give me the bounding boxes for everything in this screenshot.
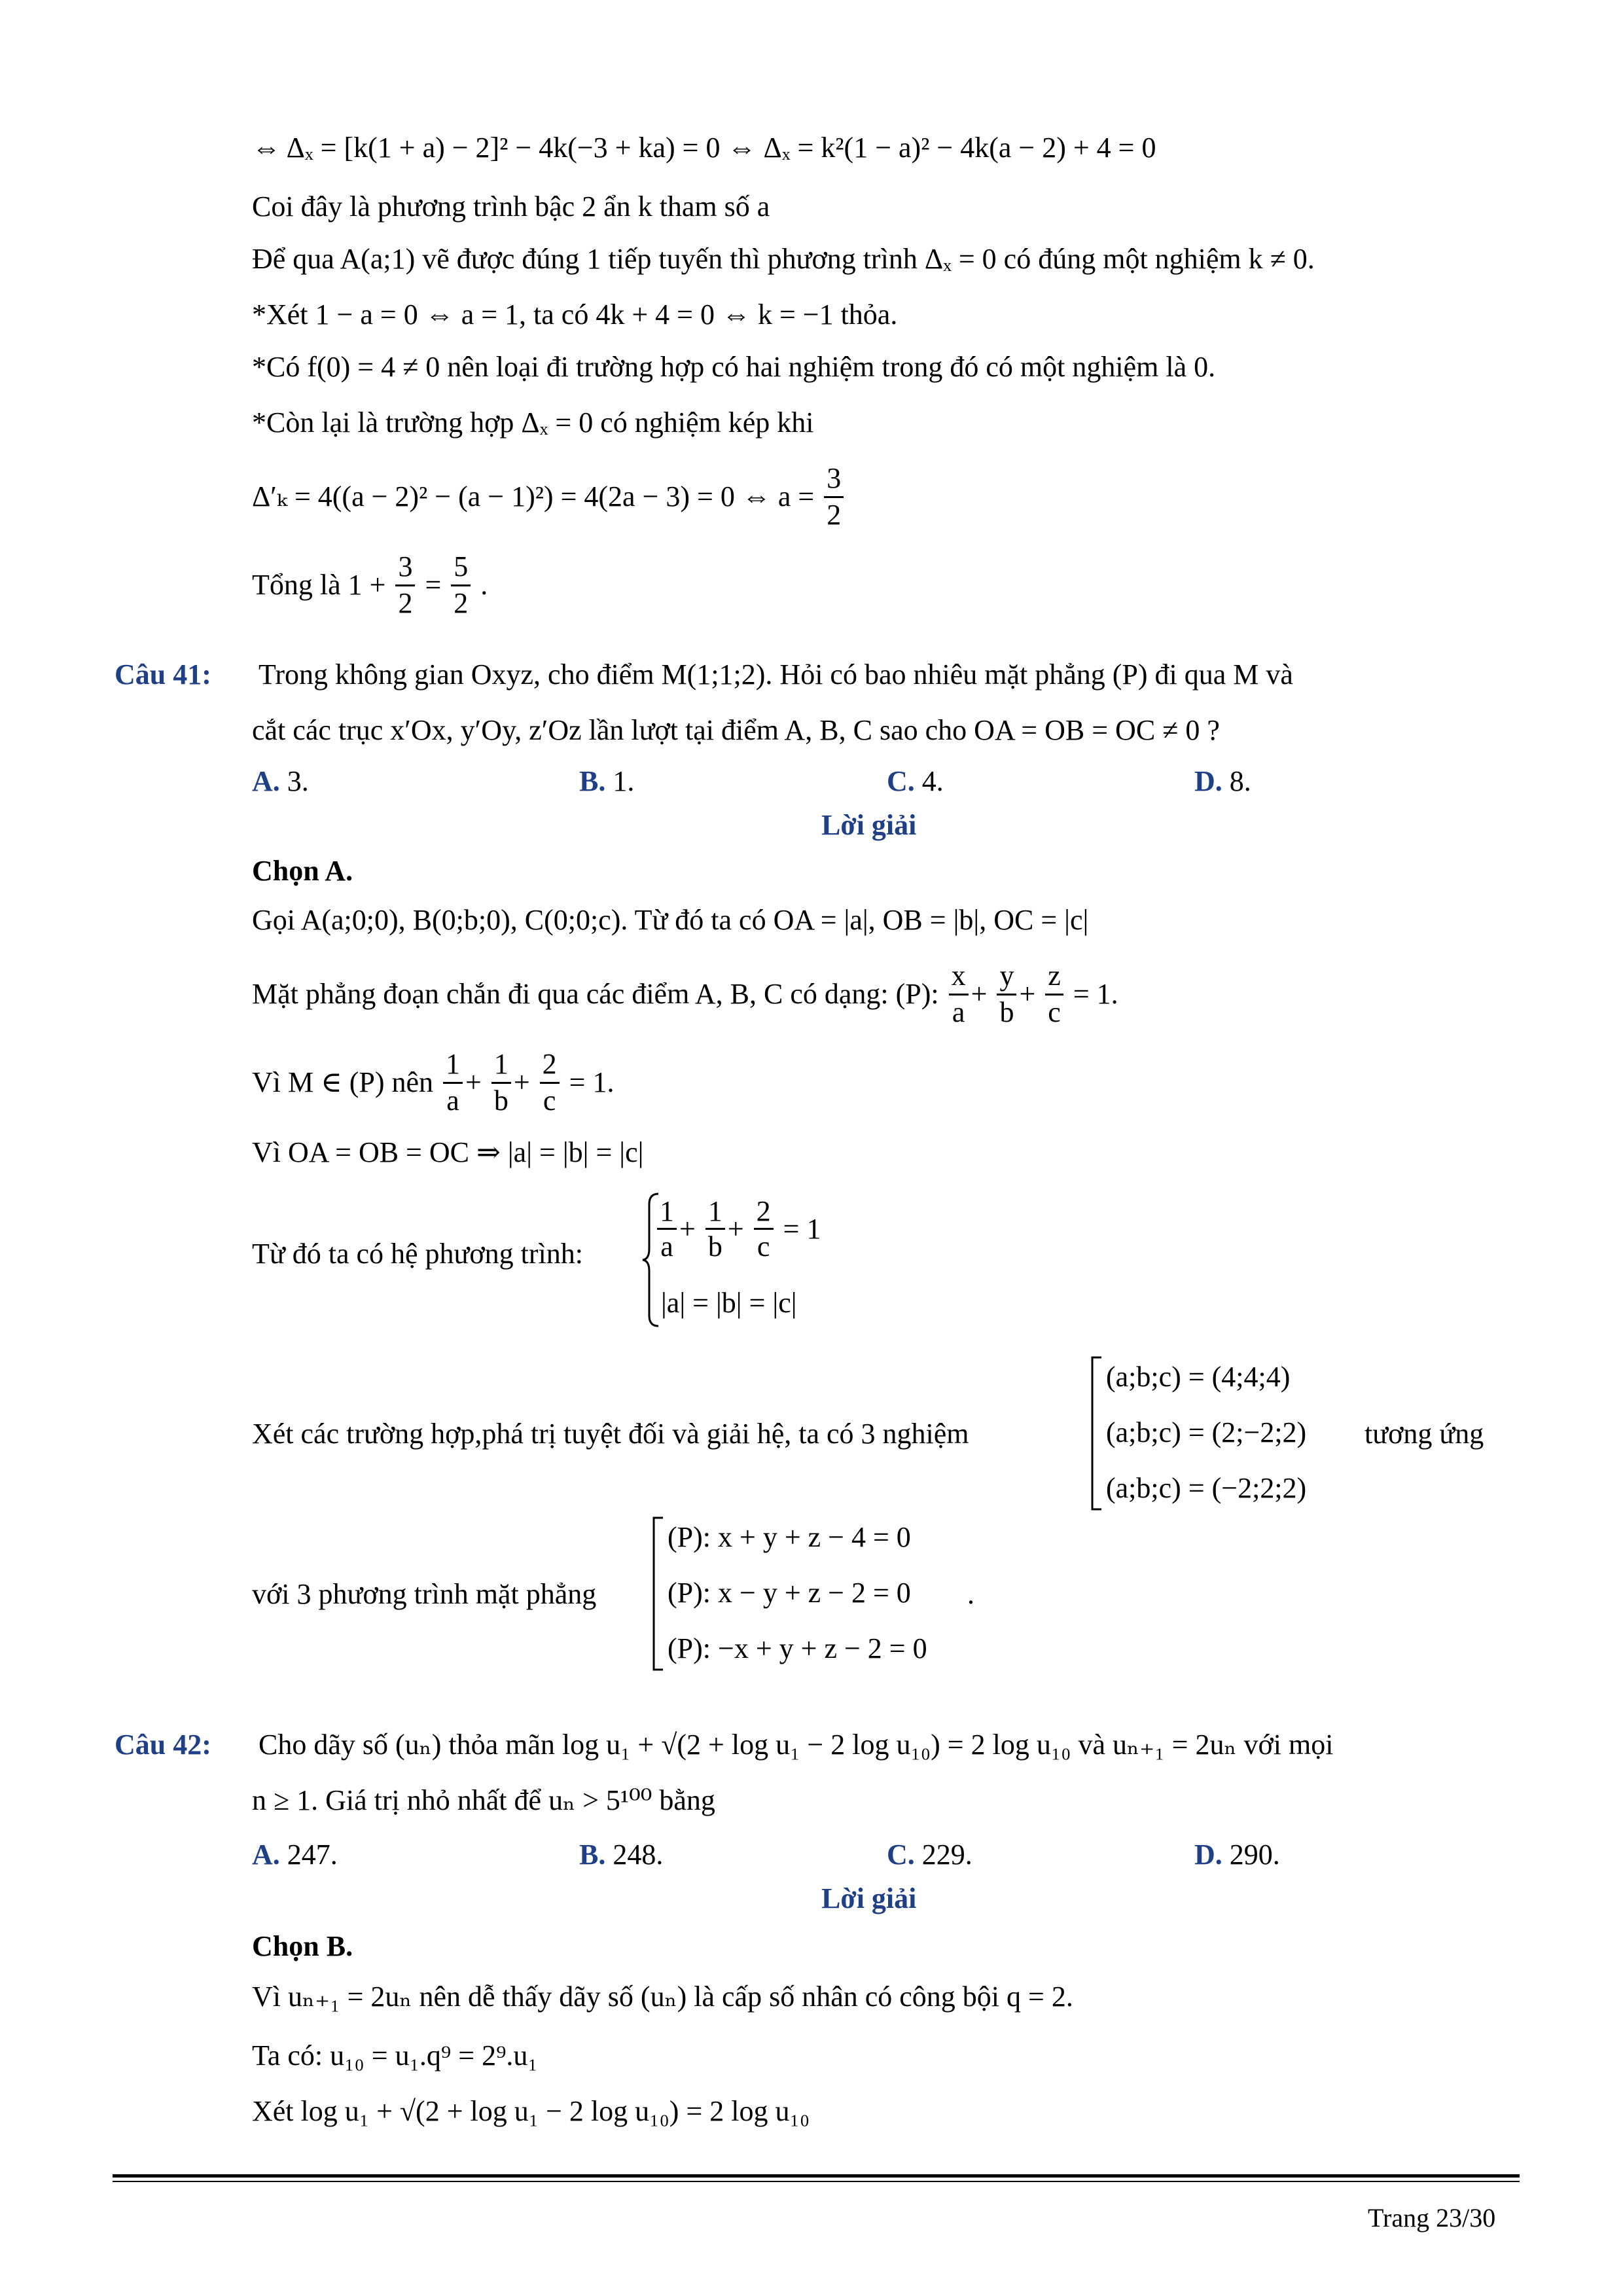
option-b[interactable]: B. 1. <box>579 765 635 797</box>
case-bracket-1 <box>1090 1355 1103 1512</box>
fraction-1-b: $\frac{1}{b}$ <box>491 1047 511 1119</box>
solution-title-41: Lời giải <box>821 809 917 841</box>
line-sum: Tổng là 1 + $\frac{3}{2}$ = $\frac{5}{2}$ . <box>252 550 488 621</box>
solution-41-line-1: Gọi A(a;0;0), B(0;b;0), C(0;0;c). Từ đó ta có OA = |a|, OB = |b|, OC = |c| <box>252 904 1089 936</box>
fraction-z-c: $\frac{z}{c}$ <box>1045 959 1063 1030</box>
fraction-sys-1-a: $\frac{1}{a}$ <box>657 1194 677 1263</box>
system-eq-1: $\frac{1}{a}$ + $\frac{1}{b}$ + $\frac{2}{c}$ = 1 <box>654 1194 821 1263</box>
answer-choice-41: Chọn A. <box>252 855 353 887</box>
solution-41-line-6: Xét các trường hợp,phá trị tuyệt đối và giải hệ, ta có 3 nghiệm <box>252 1418 969 1450</box>
case-solution-1: (a;b;c) = (4;4;4) <box>1106 1361 1291 1393</box>
case-solution-2: (a;b;c) = (2;−2;2) <box>1106 1416 1307 1448</box>
option-a[interactable]: A. 3. <box>252 765 309 797</box>
fraction-3-over-2: $\frac{3}{2}$ <box>824 461 844 533</box>
answer-choice-42: Chọn B. <box>252 1930 353 1962</box>
fraction-x-a: $\frac{x}{a}$ <box>949 959 969 1030</box>
system-eq-2: |a| = |b| = |c| <box>661 1287 797 1319</box>
solution-41-line-3: Vì M ∈ (P) nên $\frac{1}{a}$ + $\frac{1}{b}$ + $\frac{2}{c}$ = 1. <box>252 1047 614 1119</box>
footer-rule-thick <box>113 2174 1520 2178</box>
plane-equation-2: (P): x − y + z − 2 = 0 <box>668 1577 911 1609</box>
line-one-tangent: Để qua A(a;1) vẽ được đúng 1 tiếp tuyến thì phương trình Δₓ = 0 có đúng một nghiệm k ≠ 0. <box>252 243 1315 275</box>
line-f0: *Có f(0) = 4 ≠ 0 nên loại đi trường hợp có hai nghiệm trong đó có một nghiệm là 0. <box>252 351 1216 383</box>
line-quadratic-in-k: Coi đây là phương trình bậc 2 ẩn k tham số a <box>252 190 770 223</box>
option-d[interactable]: D. 8. <box>1194 765 1251 797</box>
option-c[interactable]: C. 229. <box>887 1839 972 1871</box>
plane-equation-3: (P): −x + y + z − 2 = 0 <box>668 1632 927 1664</box>
solution-42-line-3: Xét log u₁ + √(2 + log u₁ − 2 log u₁₀) = 2 log u₁₀ <box>252 2095 810 2127</box>
solution-41-line-6-post: tương ứng <box>1364 1418 1484 1450</box>
fraction-sum-1: $\frac{3}{2}$ <box>395 550 415 621</box>
question-41-text-1: Trong không gian Oxyz, cho điểm M(1;1;2). Hỏi có bao nhiêu mặt phẳng (P) đi qua M và <box>259 658 1293 691</box>
fraction-1-a: $\frac{1}{a}$ <box>443 1047 463 1119</box>
line-delta-k: Δ′ₖ = 4((a − 2)² − (a − 1)²) = 4(2a − 3) = 0 ⇔ a = $\frac{3}{2}$ <box>252 461 846 533</box>
fraction-sys-2-c: $\frac{2}{c}$ <box>754 1194 774 1263</box>
solution-41-line-2: Mặt phẳng đoạn chắn đi qua các điểm A, B, C có dạng: (P): $\frac{x}{a}$ + $\frac{y}{b}$ + $\frac{z}{c}$ = 1. <box>252 959 1118 1030</box>
option-a[interactable]: A. 247. <box>252 1839 338 1871</box>
question-41-label: Câu 41: <box>115 658 211 691</box>
line-case-a-equals-1: *Xét 1 − a = 0 ⇔ a = 1, ta có 4k + 4 = 0 ⇔ k = −1 thỏa. <box>252 298 898 331</box>
case-solution-3: (a;b;c) = (−2;2;2) <box>1106 1472 1307 1504</box>
option-d[interactable]: D. 290. <box>1194 1839 1280 1871</box>
plane-equation-1: (P): x + y + z − 4 = 0 <box>668 1521 911 1553</box>
footer-rule-thin <box>113 2181 1520 2182</box>
solution-41-line-4: Vì OA = OB = OC ⇒ |a| = |b| = |c| <box>252 1136 644 1168</box>
solution-title-42: Lời giải <box>821 1882 917 1914</box>
solution-41-line-7: với 3 phương trình mặt phẳng <box>252 1578 597 1610</box>
line-discriminant: ⇔ Δₓ = [k(1 + a) − 2]² − 4k(−3 + ka) = 0 ⇔ Δₓ = k²(1 − a)² − 4k(a − 2) + 4 = 0 <box>252 132 1156 164</box>
option-c[interactable]: C. 4. <box>887 765 944 797</box>
fraction-2-c: $\frac{2}{c}$ <box>540 1047 560 1119</box>
question-42 <box>115 1728 1522 1763</box>
option-b[interactable]: B. 248. <box>579 1839 664 1871</box>
page-number: Trang 23/30 <box>1368 2203 1496 2233</box>
solution-41-line-5: Từ đó ta có hệ phương trình: <box>252 1238 583 1270</box>
line-double-root: *Còn lại là trường hợp Δₓ = 0 có nghiệm kép khi <box>252 406 814 439</box>
question-42-text-2: n ≥ 1. Giá trị nhỏ nhất để uₙ > 5¹⁰⁰ bằng <box>252 1784 715 1816</box>
question-42-label: Câu 42: <box>115 1729 211 1761</box>
question-42-text-1: Cho dãy số (uₙ) thỏa mãn log u₁ + √(2 + log u₁ − 2 log u₁₀) = 2 log u₁₀ và uₙ₊₁ = 2uₙ với mọi <box>259 1729 1334 1761</box>
question-41 <box>115 658 1522 692</box>
case-bracket-2 <box>651 1515 664 1672</box>
fraction-y-b: $\frac{y}{b}$ <box>997 959 1016 1030</box>
solution-42-line-1: Vì uₙ₊₁ = 2uₙ nên dễ thấy dãy số (uₙ) là cấp số nhân có công bội q = 2. <box>252 1981 1073 2013</box>
question-41-text-2: cắt các trục x′Ox, y′Oy, z′Oz lần lượt tại điểm A, B, C sao cho OA = OB = OC ≠ 0 ? <box>252 714 1220 746</box>
solution-41-line-7-post: . <box>967 1578 974 1610</box>
fraction-sys-1-b: $\frac{1}{b}$ <box>705 1194 725 1263</box>
solution-42-line-2: Ta có: u₁₀ = u₁.q⁹ = 2⁹.u₁ <box>252 2039 538 2072</box>
fraction-sum-2: $\frac{5}{2}$ <box>451 550 471 621</box>
